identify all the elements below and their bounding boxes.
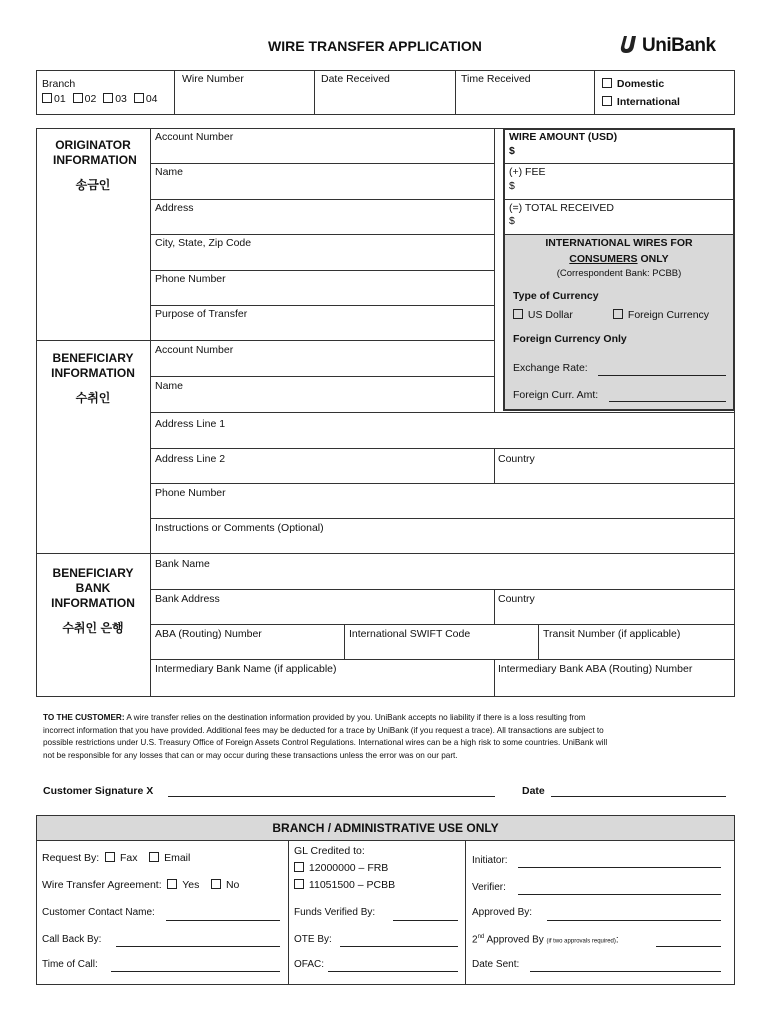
- date-label: Date: [522, 785, 545, 797]
- contact-name-label: Customer Contact Name:: [42, 907, 155, 918]
- checkbox-icon[interactable]: [513, 309, 523, 319]
- originator-address[interactable]: Address: [155, 202, 194, 214]
- originator-name[interactable]: Name: [155, 166, 184, 178]
- bank-name[interactable]: Bank Name: [155, 558, 210, 570]
- page-title: WIRE TRANSFER APPLICATION: [268, 38, 482, 54]
- initiator-label: Initiator:: [472, 855, 508, 866]
- intermediary-bank-aba[interactable]: Intermediary Bank ABA (Routing) Number: [498, 663, 693, 675]
- foreign-amt-field[interactable]: [609, 401, 726, 402]
- second-approved-label: 2nd Approved By (if two approvals required):: [472, 934, 619, 946]
- verifier-label: Verifier:: [472, 882, 506, 893]
- gl-frb-option[interactable]: 12000000 – FRB: [294, 862, 388, 874]
- beneficiary-address2[interactable]: Address Line 2: [155, 453, 226, 465]
- unibank-logo-icon: [616, 33, 640, 57]
- customer-notice: TO THE CUSTOMER: A wire transfer relies on the destination information provided by you. UniBank accepts no liability if there is a loss resulting from incorrect information that you have provided. Additional fees may be deducted for a trace by UniBank (if you request a trace). All transactions are subject to possible restrictions under U.S. Treasury Office of Foreign Assets Control Regulations. International wires can be a high risk to some countries. UniBank will not be responsible for any losses that can or may occur during these transactions unless the error was on our part.: [43, 713, 608, 760]
- time-call-label: Time of Call:: [42, 959, 98, 970]
- wire-number-field[interactable]: Wire Number: [182, 73, 244, 85]
- request-by: Request By: Fax Email: [42, 852, 191, 864]
- checkbox-icon[interactable]: [42, 93, 52, 103]
- unibank-logo: [616, 33, 716, 62]
- contact-name-field[interactable]: [166, 920, 280, 921]
- beneficiary-section-title: BENEFICIARY INFORMATION 수취인: [51, 351, 135, 405]
- second-approved-field[interactable]: [656, 946, 721, 947]
- beneficiary-account-number[interactable]: Account Number: [155, 344, 234, 356]
- bank-aba[interactable]: ABA (Routing) Number: [155, 628, 262, 640]
- originator-purpose[interactable]: Purpose of Transfer: [155, 308, 248, 320]
- total-label: (=) TOTAL RECEIVED: [509, 202, 614, 214]
- checkbox-icon[interactable]: [294, 879, 304, 889]
- beneficiary-country[interactable]: Country: [498, 453, 535, 465]
- originator-account-number[interactable]: Account Number: [155, 131, 234, 143]
- time-call-field[interactable]: [111, 971, 280, 972]
- funds-verified-field[interactable]: [393, 920, 458, 921]
- beneficiary-name[interactable]: Name: [155, 380, 184, 392]
- signature-label: Customer Signature X: [43, 785, 154, 797]
- funds-verified-label: Funds Verified By:: [294, 907, 376, 918]
- fee-field[interactable]: $: [509, 180, 515, 192]
- ote-by-field[interactable]: [340, 946, 458, 947]
- intl-subtitle: CONSUMERS ONLY: [569, 253, 669, 265]
- verifier-field[interactable]: [518, 894, 721, 895]
- ote-by-label: OTE By:: [294, 934, 332, 945]
- bank-country[interactable]: Country: [498, 593, 535, 605]
- checkbox-icon[interactable]: [103, 93, 113, 103]
- initiator-field[interactable]: [518, 867, 721, 868]
- originator-phone[interactable]: Phone Number: [155, 273, 226, 285]
- gl-pcbb-option[interactable]: 11051500 – PCBB: [294, 879, 395, 891]
- bank-address[interactable]: Bank Address: [155, 593, 220, 605]
- exchange-rate-field[interactable]: [598, 375, 726, 376]
- bank-transit[interactable]: Transit Number (if applicable): [543, 628, 681, 640]
- branch-label: Branch: [42, 78, 76, 90]
- checkbox-icon[interactable]: [149, 852, 159, 862]
- checkbox-icon[interactable]: [73, 93, 83, 103]
- date-field[interactable]: [551, 796, 726, 797]
- foreign-only-label: Foreign Currency Only: [513, 333, 627, 345]
- bank-swift[interactable]: International SWIFT Code: [349, 628, 471, 640]
- type-currency-label: Type of Currency: [513, 290, 599, 302]
- admin-title: BRANCH / ADMINISTRATIVE USE ONLY: [272, 821, 499, 835]
- checkbox-icon[interactable]: [134, 93, 144, 103]
- call-back-field[interactable]: [116, 946, 280, 947]
- checkbox-icon[interactable]: [613, 309, 623, 319]
- international-option[interactable]: International: [602, 96, 680, 108]
- wire-agreement: Wire Transfer Agreement: Yes No: [42, 879, 240, 891]
- approved-by-label: Approved By:: [472, 907, 533, 918]
- gl-credited-label: GL Credited to:: [294, 845, 365, 857]
- correspondent-bank: (Correspondent Bank: PCBB): [556, 268, 682, 279]
- exchange-rate-label: Exchange Rate:: [513, 362, 588, 374]
- beneficiary-address1[interactable]: Address Line 1: [155, 418, 226, 430]
- ofac-label: OFAC:: [294, 959, 325, 970]
- signature-field[interactable]: [168, 796, 495, 797]
- date-received-field[interactable]: Date Received: [321, 73, 390, 85]
- originator-city[interactable]: City, State, Zip Code: [155, 237, 252, 249]
- intl-title: INTERNATIONAL WIRES FOR: [545, 237, 693, 249]
- checkbox-icon[interactable]: [602, 96, 612, 106]
- date-sent-field[interactable]: [530, 971, 721, 972]
- brand-name: UniBank: [642, 35, 716, 56]
- foreign-amt-label: Foreign Curr. Amt:: [513, 389, 599, 401]
- intermediary-bank-name[interactable]: Intermediary Bank Name (if applicable): [155, 663, 337, 675]
- checkbox-icon[interactable]: [167, 879, 177, 889]
- checkbox-icon[interactable]: [602, 78, 612, 88]
- beneficiary-phone[interactable]: Phone Number: [155, 487, 226, 499]
- originator-section-title: ORIGINATOR INFORMATION 송금인: [53, 138, 137, 192]
- domestic-option[interactable]: Domestic: [602, 78, 664, 90]
- ofac-field[interactable]: [328, 971, 458, 972]
- date-sent-label: Date Sent:: [472, 959, 520, 970]
- checkbox-icon[interactable]: [211, 879, 221, 889]
- branch-options: 01 02 03 04: [42, 93, 158, 105]
- bank-section-title: BENEFICIARY BANK INFORMATION 수취인 은행: [51, 566, 135, 635]
- checkbox-icon[interactable]: [294, 862, 304, 872]
- approved-by-field[interactable]: [547, 920, 721, 921]
- call-back-label: Call Back By:: [42, 934, 102, 945]
- fee-label: (+) FEE: [509, 166, 546, 178]
- total-field[interactable]: $: [509, 215, 515, 227]
- beneficiary-instructions[interactable]: Instructions or Comments (Optional): [155, 522, 324, 534]
- checkbox-icon[interactable]: [105, 852, 115, 862]
- us-dollar-option[interactable]: US Dollar: [513, 309, 573, 321]
- foreign-currency-option[interactable]: Foreign Currency: [613, 309, 709, 321]
- time-received-field[interactable]: Time Received: [461, 73, 531, 85]
- wire-amount-field[interactable]: $: [509, 145, 515, 157]
- wire-amount-label: WIRE AMOUNT (USD): [509, 131, 618, 143]
